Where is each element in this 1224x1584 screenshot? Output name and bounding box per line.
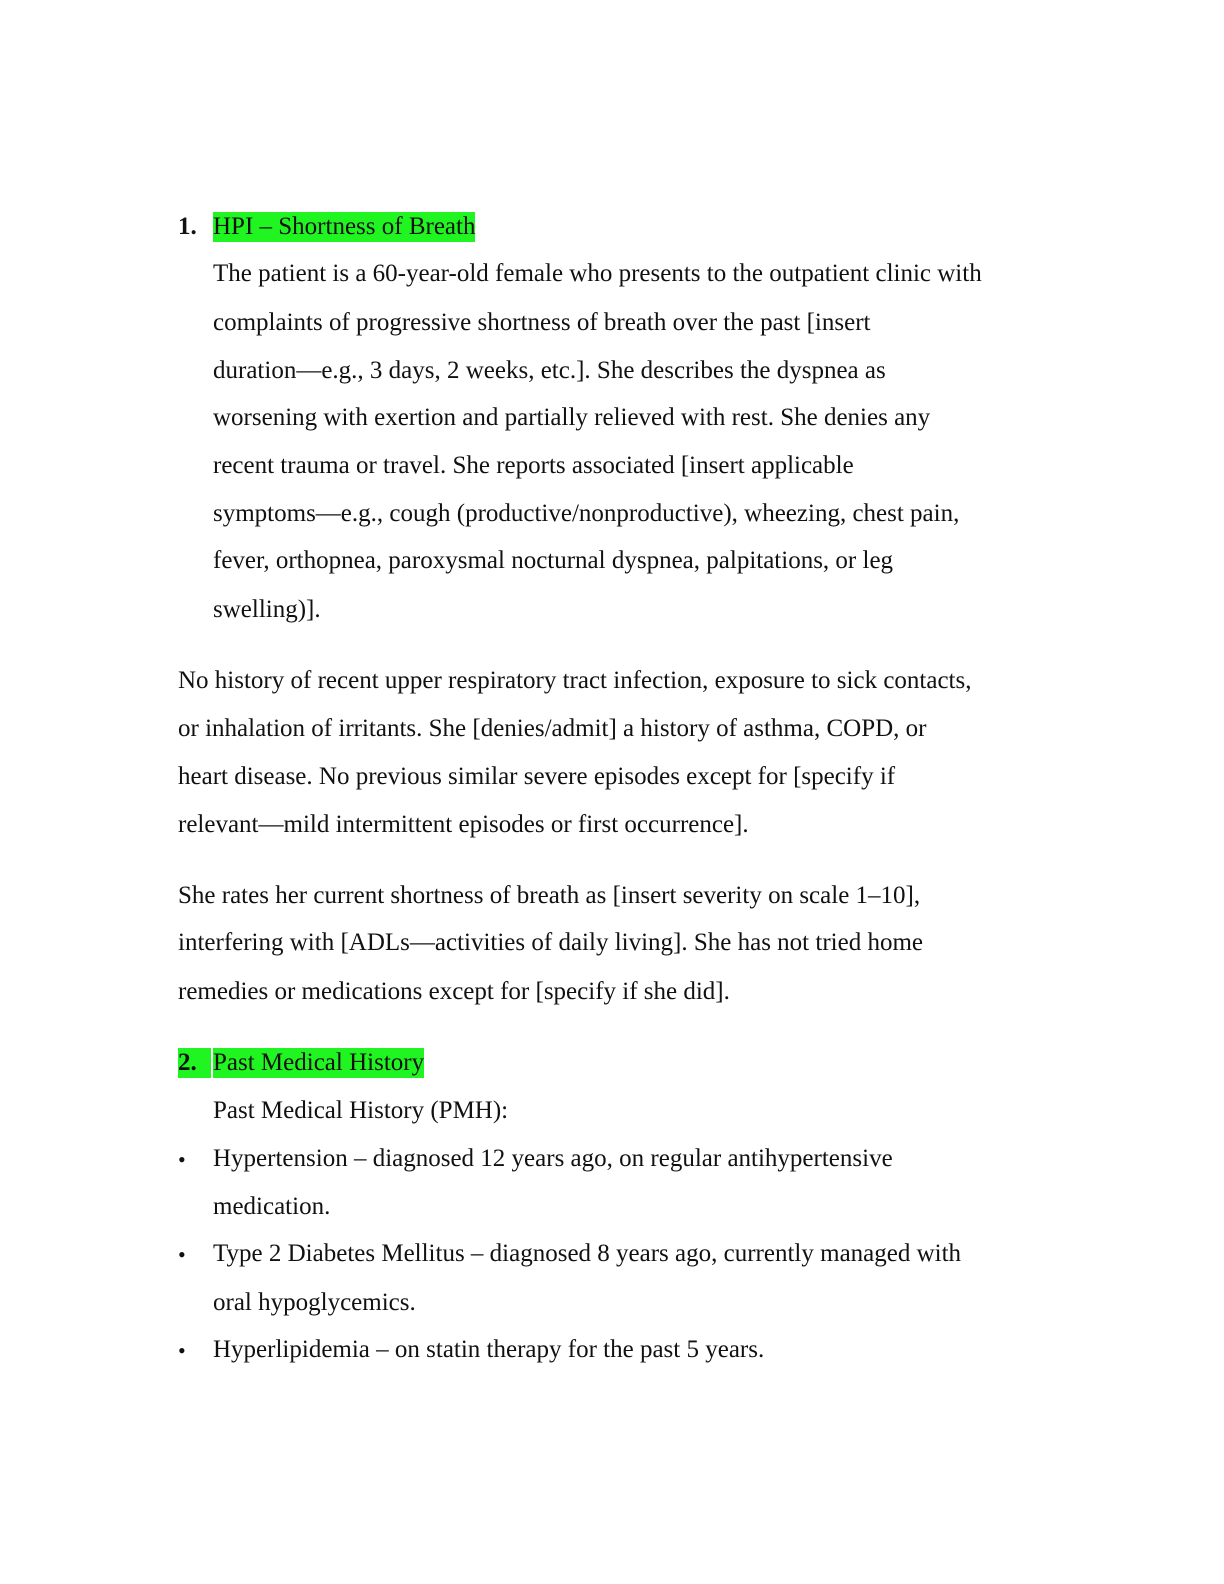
bullet-icon: • [178, 1147, 186, 1172]
section-2-heading: Past Medical History [213, 1049, 425, 1076]
paragraph-line: remedies or medications except for [specify if she did]. [178, 978, 730, 1005]
bullet-icon: • [178, 1338, 186, 1363]
paragraph-line: fever, orthopnea, paroxysmal nocturnal dyspnea, palpitations, or leg [213, 547, 894, 574]
paragraph-line: No history of recent upper respiratory tract infection, exposure to sick contacts, [178, 667, 972, 694]
paragraph-line: She rates her current shortness of breath as [insert severity on scale 1–10], [178, 882, 921, 909]
paragraph-line: complaints of progressive shortness of breath over the past [insert [213, 309, 871, 336]
list-item-line: Hypertension – diagnosed 12 years ago, on regular antihypertensive [213, 1145, 893, 1172]
paragraph-line: relevant—mild intermittent episodes or first occurrence]. [178, 811, 749, 838]
paragraph-line: or inhalation of irritants. She [denies/admit] a history of asthma, COPD, or [178, 715, 927, 742]
section-1-number: 1. [178, 213, 197, 240]
list-item-line: medication. [213, 1193, 331, 1220]
paragraph-line: symptoms—e.g., cough (productive/nonproductive), wheezing, chest pain, [213, 500, 960, 527]
paragraph-line: interfering with [ADLs—activities of daily living]. She has not tried home [178, 929, 923, 956]
list-item-line: Type 2 Diabetes Mellitus – diagnosed 8 years ago, currently managed with [213, 1240, 962, 1267]
paragraph-line: worsening with exertion and partially relieved with rest. She denies any [213, 404, 931, 431]
paragraph-line: The patient is a 60-year-old female who presents to the outpatient clinic with [213, 260, 982, 287]
bullet-icon: • [178, 1242, 186, 1267]
section-2-number: 2. [178, 1048, 211, 1078]
paragraph-line: swelling)]. [213, 596, 321, 623]
list-item-line: Hyperlipidemia – on statin therapy for the past 5 years. [213, 1336, 765, 1363]
section-1-heading: HPI – Shortness of Breath [213, 213, 476, 240]
list-item-line: oral hypoglycemics. [213, 1289, 416, 1316]
paragraph-line: heart disease. No previous similar severe episodes except for [specify if [178, 763, 896, 790]
paragraph-line: recent trauma or travel. She reports associated [insert applicable [213, 452, 854, 479]
section-2-subheading: Past Medical History (PMH): [213, 1097, 509, 1124]
paragraph-line: duration—e.g., 3 days, 2 weeks, etc.]. She describes the dyspnea as [213, 357, 886, 384]
